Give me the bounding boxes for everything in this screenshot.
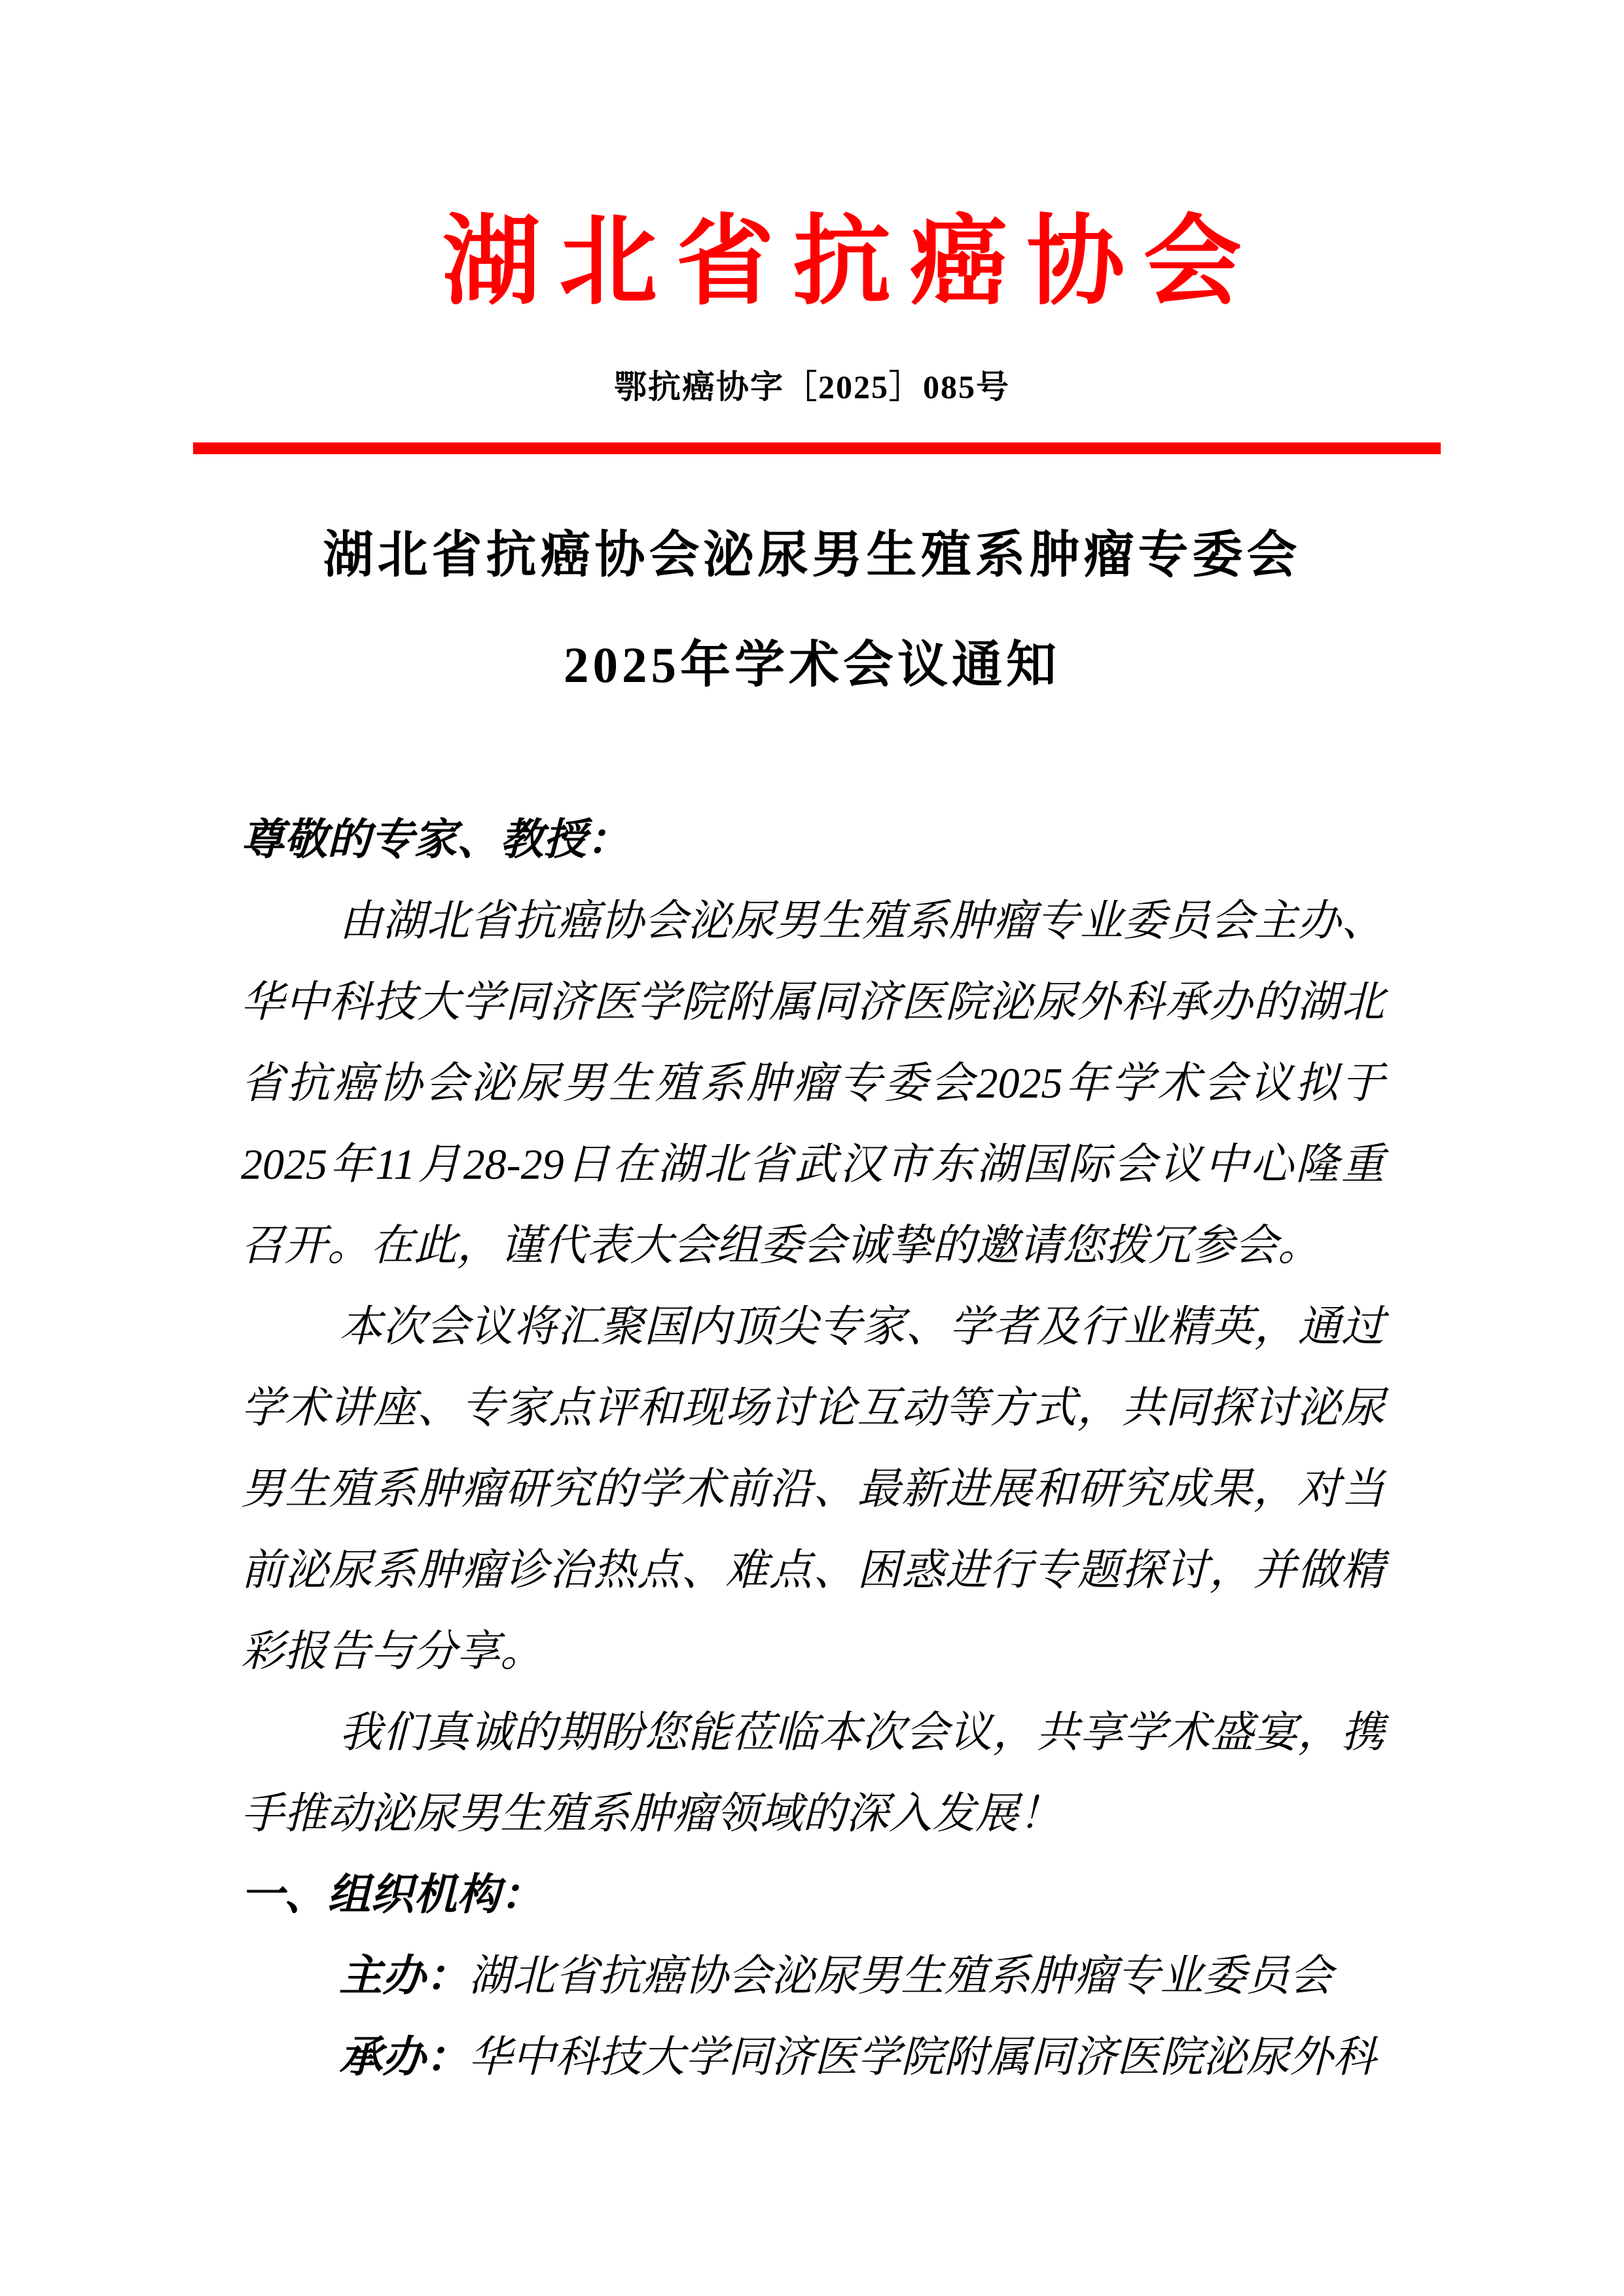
paragraph1-line5: 召开。在此，谨代表大会组委会诚挚的邀请您拨冗参会。 — [241, 1222, 1321, 1270]
line-bold-label: 承办： — [339, 2034, 469, 2081]
organizer-line: 承办：华中科技大学同济医学院附属同济医院泌尿外科 — [339, 2034, 1376, 2081]
doc-number: 鄂抗癌协字［2025］085号 — [614, 368, 1010, 405]
paragraph3-line1: 我们真诚的期盼您能莅临本次会议，共享学术盛宴，携 — [339, 1709, 1384, 1757]
paragraph2-line5: 彩报告与分享。 — [241, 1628, 543, 1676]
paragraph1-line3: 省抗癌协会泌尿男生殖系肿瘤专委会2025年学术会议拟于 — [241, 1060, 1384, 1107]
section-heading-organization: 一、组织机构： — [241, 1871, 543, 1919]
paragraph1-line4: 2025年11月28-29日在湖北省武汉市东湖国际会议中心隆重 — [241, 1141, 1384, 1189]
paragraph1-line1: 由湖北省抗癌协会泌尿男生殖系肿瘤专业委员会主办、 — [339, 897, 1384, 945]
salutation-line: 尊敬的专家、教授： — [241, 816, 630, 864]
red-divider-rule — [193, 442, 1441, 454]
paragraph2-line2: 学术讲座、专家点评和现场讨论互动等方式，共同探讨泌尿 — [241, 1384, 1384, 1432]
org-title: 湖北省抗癌协会 — [442, 206, 1261, 316]
paragraph1-line2: 华中科技大学同济医学院附属同济医院泌尿外科承办的湖北 — [241, 978, 1384, 1026]
line-bold-label: 主办： — [339, 1952, 469, 2000]
host-line: 主办：湖北省抗癌协会泌尿男生殖系肿瘤专业委员会 — [339, 1952, 1333, 2000]
paragraph2-line3: 男生殖系肿瘤研究的学术前沿、最新进展和研究成果，对当 — [241, 1465, 1384, 1513]
notice-title-line2: 2025年学术会议通知 — [564, 637, 1060, 693]
paragraph2-line4: 前泌尿系肿瘤诊治热点、难点、困惑进行专题探讨，并做精 — [241, 1547, 1384, 1594]
paragraph3-line2: 手推动泌尿男生殖系肿瘤领域的深入发展！ — [241, 1790, 1062, 1838]
paragraph2-line1: 本次会议将汇聚国内顶尖专家、学者及行业精英，通过 — [339, 1303, 1384, 1351]
notice-title-line1: 湖北省抗癌协会泌尿男生殖系肿瘤专委会 — [323, 527, 1301, 583]
notice-body — [241, 800, 1384, 2098]
